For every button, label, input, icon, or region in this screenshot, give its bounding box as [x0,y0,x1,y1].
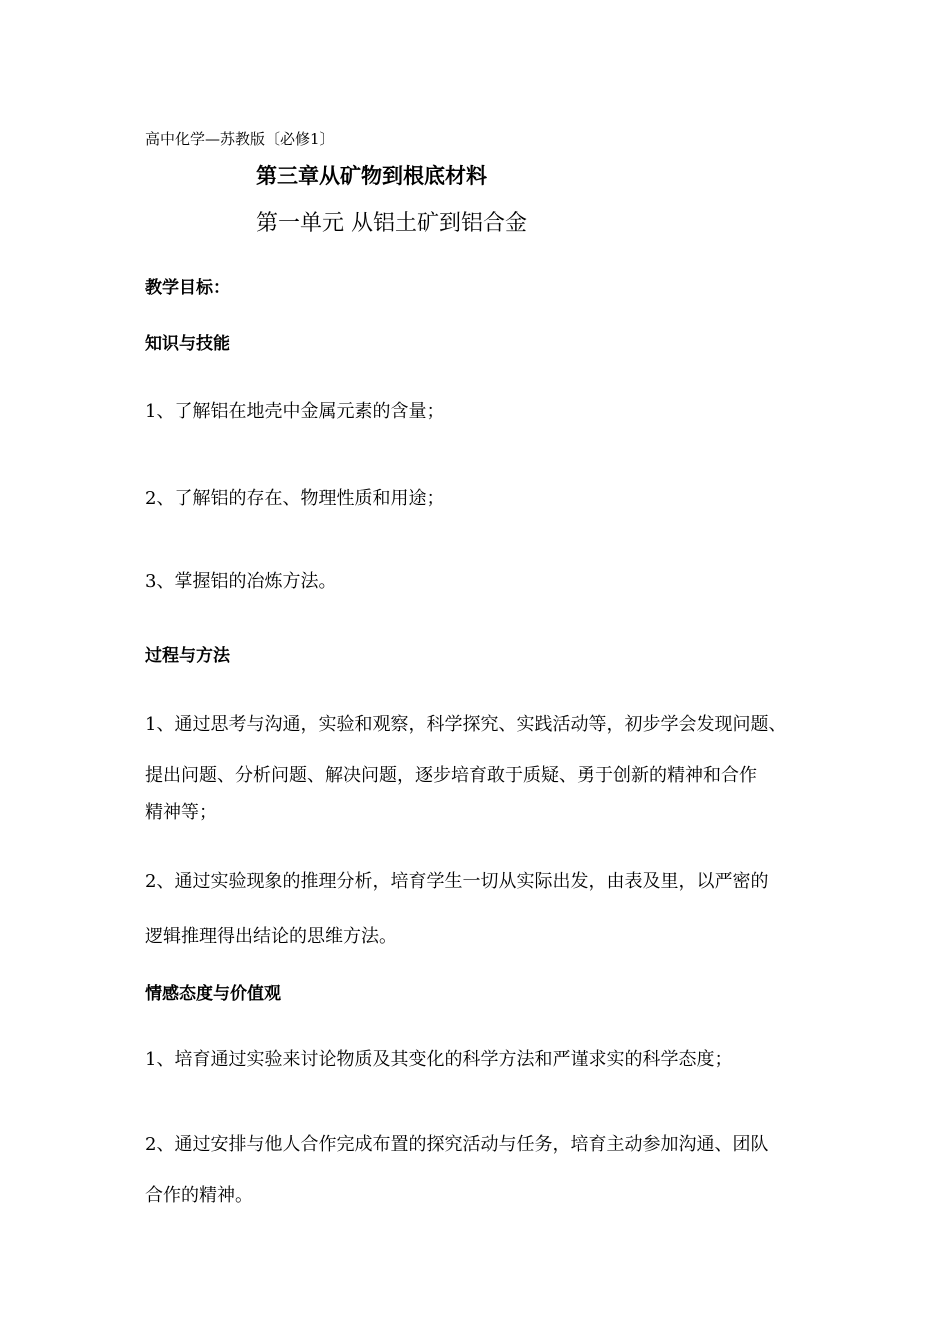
emotion-item-2-line: 合作的精神。 [145,1185,253,1206]
knowledge-item: 2、了解铝的存在、物理性质和用途； [145,488,445,509]
knowledge-heading: 知识与技能 [145,334,230,354]
emotion-heading: 情感态度与价值观 [145,984,281,1004]
course-header: 高中化学—苏教版〔必修1〕 [145,130,335,148]
process-item-2-line: 2、通过实验现象的推理分析，培育学生一切从实际出发，由表及里，以严密的 [145,871,769,892]
unit-title: 第一单元 从铝土矿到铝合金 [256,211,527,236]
process-item-1-line: 提出问题、分析问题、解决问题，逐步培育敢于质疑、勇于创新的精神和合作 [145,765,757,786]
knowledge-item: 1、了解铝在地壳中金属元素的含量； [145,401,445,422]
knowledge-item: 3、掌握铝的冶炼方法。 [145,571,337,592]
emotion-item-2-line: 2、通过安排与他人合作完成布置的探究活动与任务，培育主动参加沟通、团队 [145,1134,769,1155]
emotion-item: 1、培育通过实验来讨论物质及其变化的科学方法和严谨求实的科学态度； [145,1049,733,1070]
chapter-title: 第三章从矿物到根底材料 [256,164,487,188]
process-item-1-line: 精神等； [145,802,217,823]
objectives-heading: 教学目标： [145,278,230,298]
process-heading: 过程与方法 [145,646,230,666]
process-item-1-line: 1、通过思考与沟通，实验和观察，科学探究、实践活动等，初步学会发现问题、 [145,714,787,735]
process-item-2-line: 逻辑推理得出结论的思维方法。 [145,926,397,947]
